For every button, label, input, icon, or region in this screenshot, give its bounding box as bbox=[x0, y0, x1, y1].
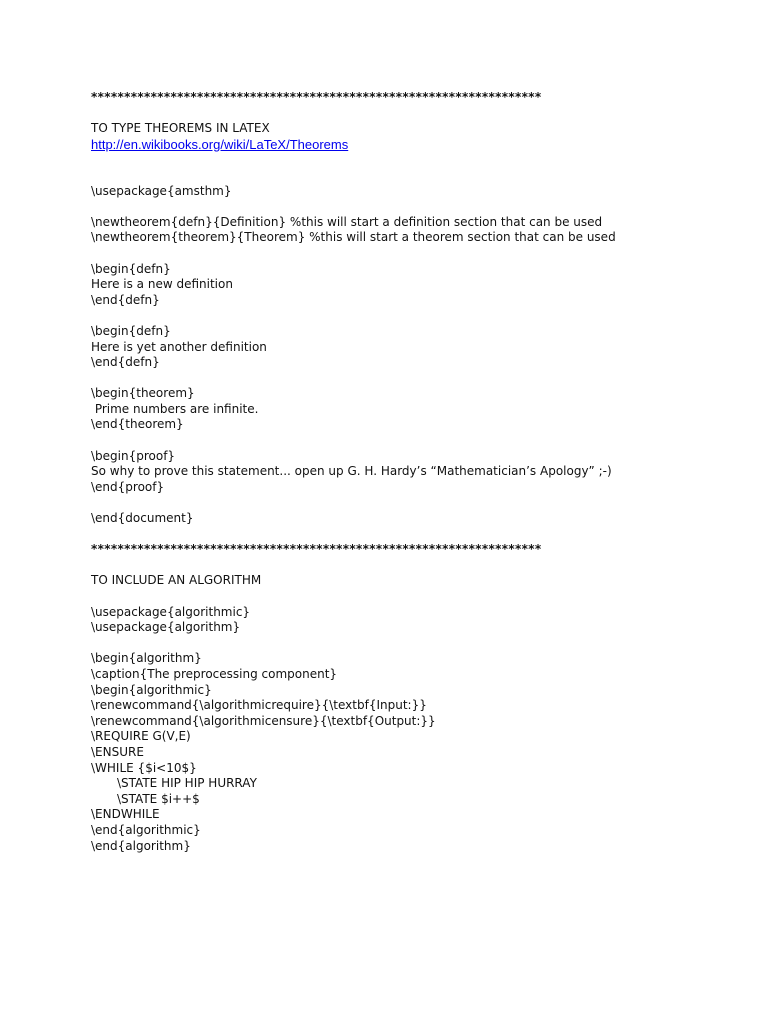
code-line: \REQUIRE G(V,E) bbox=[91, 729, 191, 744]
code-line: \renewcommand{\algorithmicensure}{\textbf{Output:}} bbox=[91, 713, 436, 728]
blank-line bbox=[91, 433, 731, 449]
code-line: \newtheorem{theorem}{Theorem} %this will start a theorem section that can be used bbox=[91, 230, 616, 245]
code-line: \caption{The preprocessing component} bbox=[91, 666, 338, 681]
code-line: \end{document} bbox=[91, 511, 194, 526]
blank-line bbox=[91, 636, 731, 652]
blank-line bbox=[91, 558, 731, 574]
code-line: Here is a new definition bbox=[91, 277, 233, 292]
code-line: \end{algorithm} bbox=[91, 838, 191, 853]
code-line: \end{theorem} bbox=[91, 417, 184, 432]
code-line: \newtheorem{defn}{Definition} %this will start a definition section that can be used bbox=[91, 214, 603, 229]
code-line: \usepackage{amsthm} bbox=[91, 183, 232, 198]
code-line: \ENDWHILE bbox=[91, 807, 160, 822]
blank-line bbox=[91, 589, 731, 605]
wikibooks-link[interactable]: http://en.wikibooks.org/wiki/LaTeX/Theorems bbox=[91, 136, 349, 152]
code-line: \end{defn} bbox=[91, 292, 160, 307]
code-line: \end{algorithmic} bbox=[91, 822, 201, 837]
code-line: Prime numbers are infinite. bbox=[91, 401, 259, 416]
code-line: \begin{theorem} bbox=[91, 386, 195, 401]
blank-line bbox=[91, 168, 731, 184]
separator-line: ******************************************************************** bbox=[91, 542, 542, 557]
code-line: \renewcommand{\algorithmicrequire}{\textbf{Input:}} bbox=[91, 698, 427, 713]
blank-line bbox=[91, 246, 731, 262]
section-heading-algorithm: TO INCLUDE AN ALGORITHM bbox=[91, 573, 262, 588]
blank-line bbox=[91, 371, 731, 387]
blank-line bbox=[91, 106, 731, 122]
code-line: So why to prove this statement... open up G. H. Hardy’s “Mathematician’s Apology” ;-) bbox=[91, 464, 612, 479]
document-page bbox=[91, 90, 731, 854]
separator-line: ******************************************************************** bbox=[91, 90, 542, 104]
code-line: \usepackage{algorithmic} bbox=[91, 604, 251, 619]
section-heading-theorems: TO TYPE THEOREMS IN LATEX bbox=[91, 121, 270, 136]
code-line: \begin{algorithm} bbox=[91, 651, 202, 666]
code-line: \WHILE {$i<10$} bbox=[91, 760, 197, 775]
code-line: \ENSURE bbox=[91, 744, 144, 759]
code-line: \end{defn} bbox=[91, 355, 160, 370]
code-line: \end{proof} bbox=[91, 479, 165, 494]
code-line: \begin{proof} bbox=[91, 448, 176, 463]
code-line: \begin{algorithmic} bbox=[91, 682, 212, 697]
blank-line bbox=[91, 152, 731, 168]
blank-line bbox=[91, 527, 731, 543]
code-line: \STATE HIP HIP HURRAY bbox=[117, 776, 257, 791]
code-line: \STATE $i++$ bbox=[117, 791, 200, 806]
blank-line bbox=[91, 199, 731, 215]
code-line: \begin{defn} bbox=[91, 323, 171, 338]
blank-line bbox=[91, 495, 731, 511]
code-line: \begin{defn} bbox=[91, 261, 171, 276]
code-line: \usepackage{algorithm} bbox=[91, 620, 241, 635]
blank-line bbox=[91, 308, 731, 324]
code-line: Here is yet another definition bbox=[91, 339, 267, 354]
